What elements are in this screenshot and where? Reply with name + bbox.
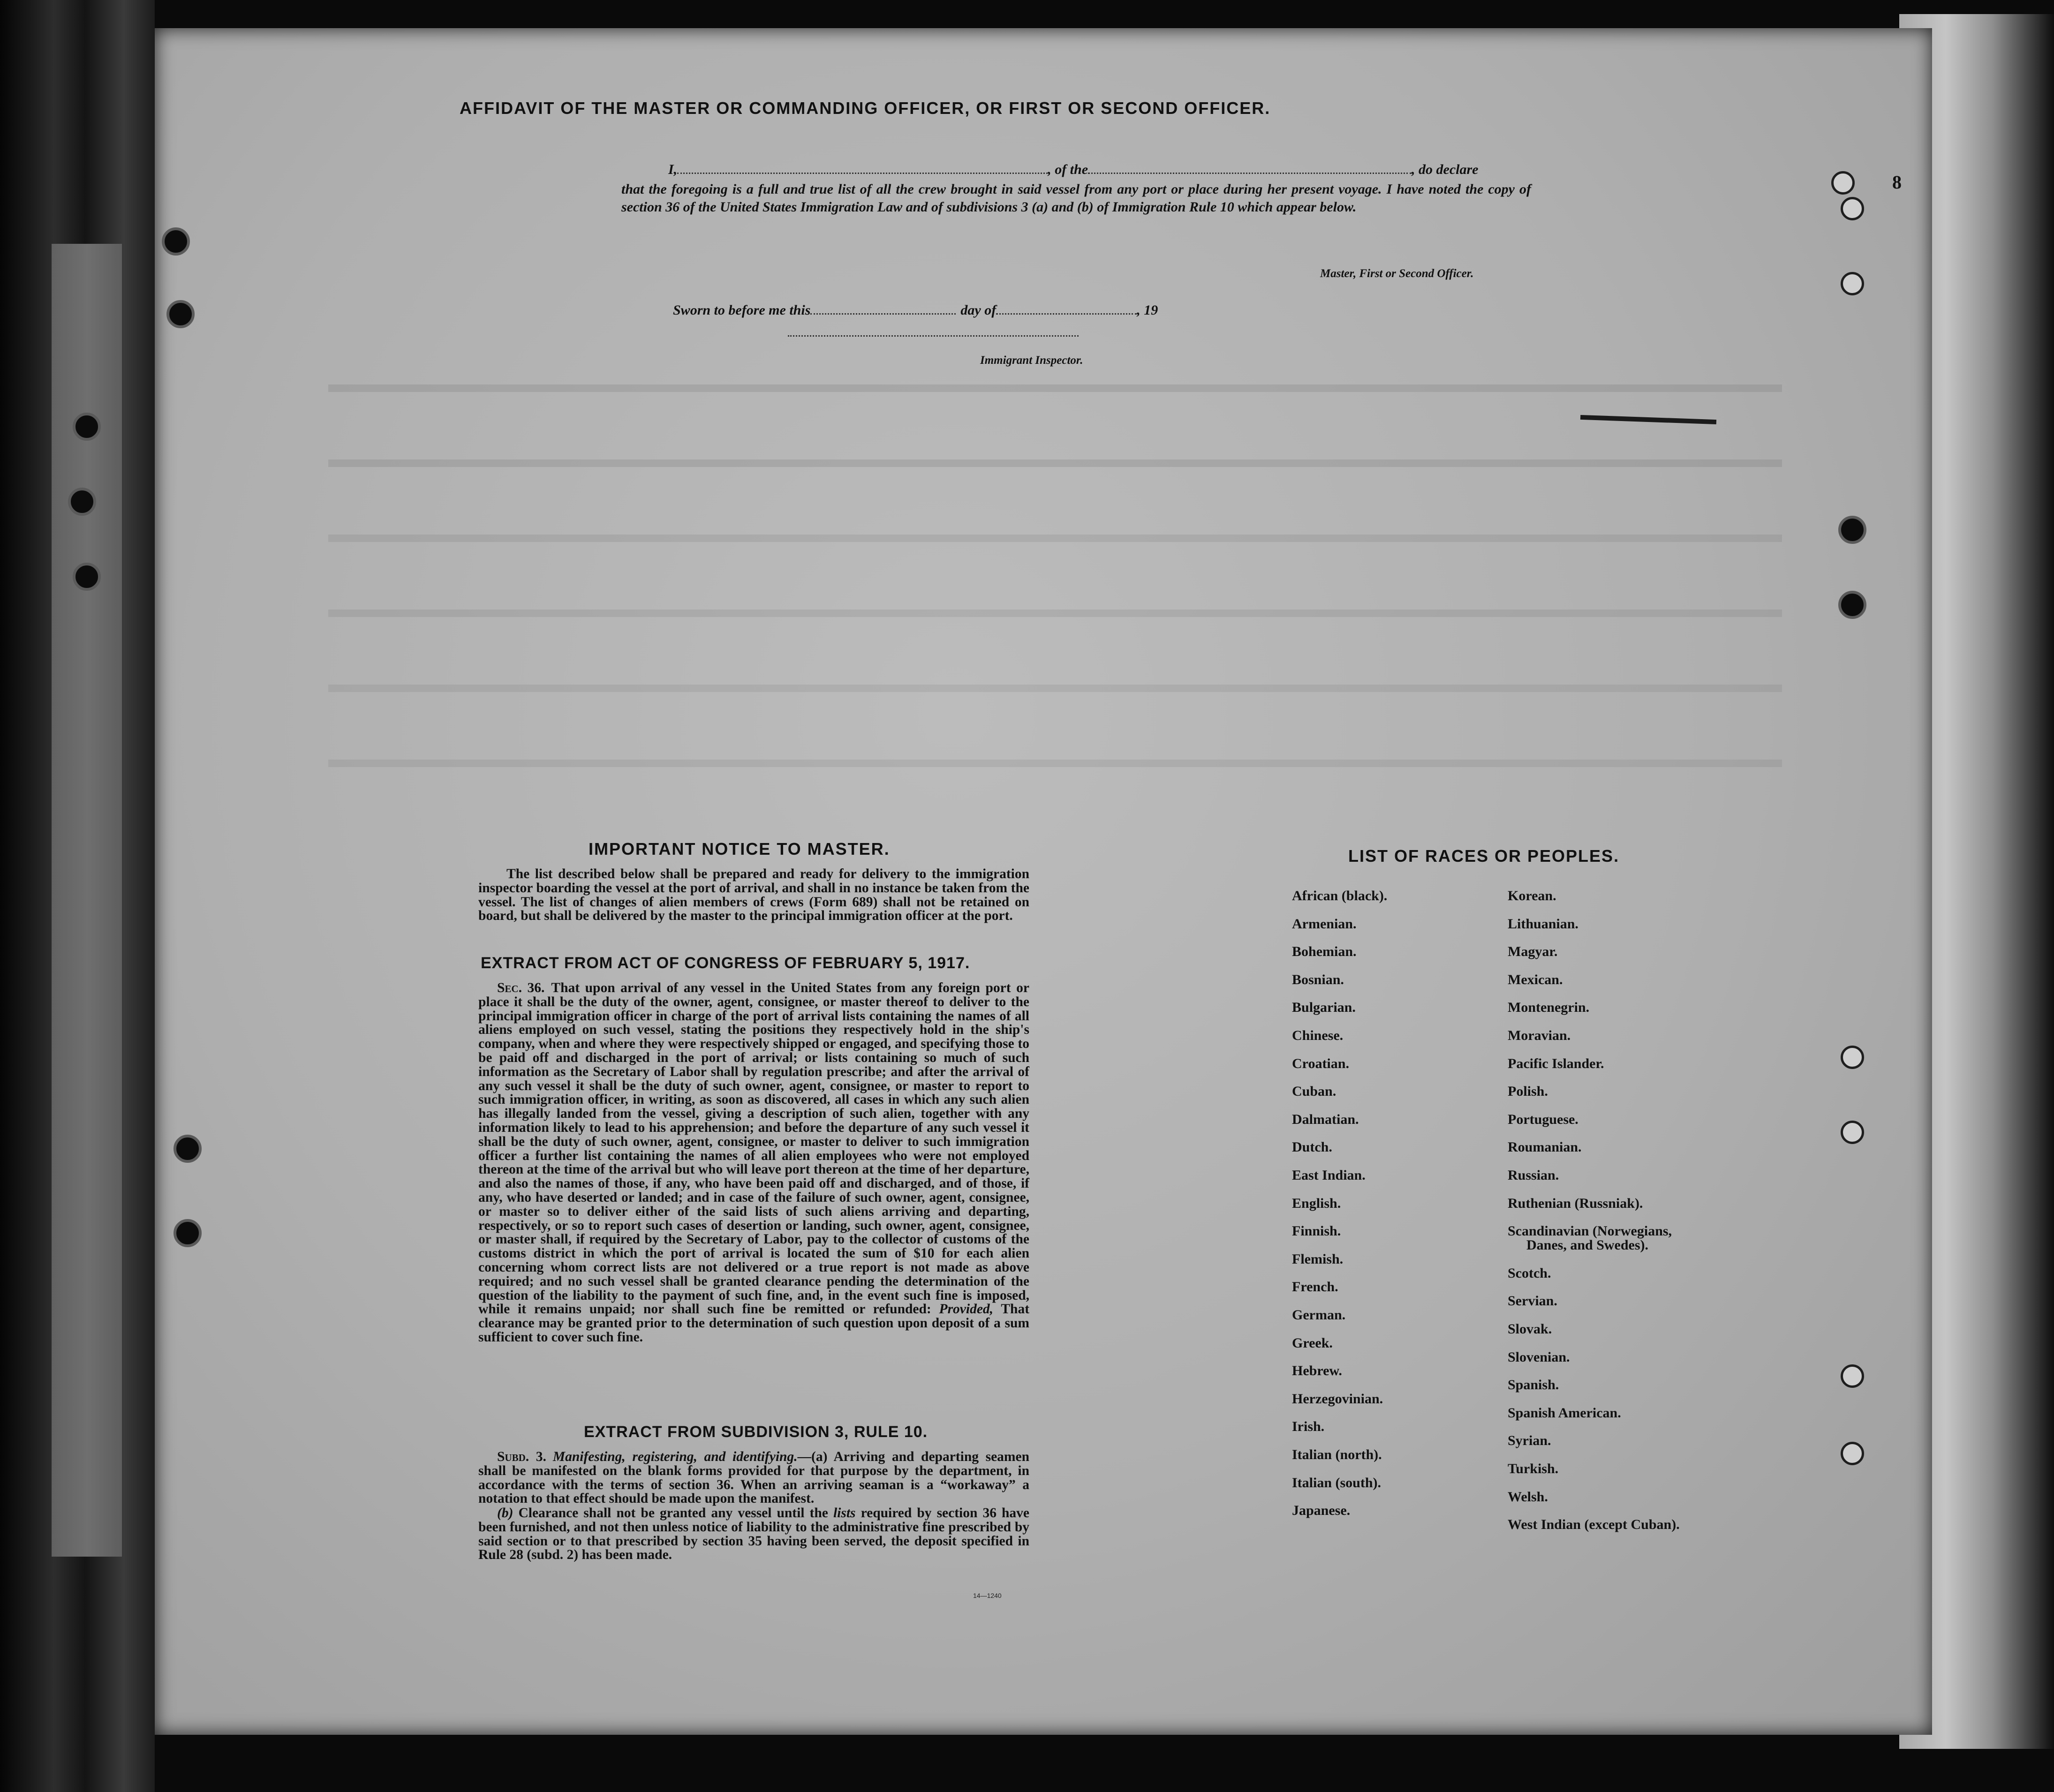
race-item: East Indian. bbox=[1292, 1167, 1366, 1183]
race-item: Korean. bbox=[1508, 888, 1556, 904]
race-item: Welsh. bbox=[1508, 1489, 1548, 1505]
left-strip bbox=[52, 244, 122, 1557]
race-item: Syrian. bbox=[1508, 1433, 1551, 1449]
affidavit-do-declare-label: , do declare bbox=[1412, 162, 1479, 177]
affidavit-body: that the foregoing is a full and true list of all the crew brought in said vessel from any port or place during her present voyage. I have noted the copy of section 36 of the United States Immigration Law and of subdivisions 3 (a) and (b) of Immigration Rule 10 which appear below. bbox=[621, 181, 1531, 215]
binder-hole bbox=[166, 300, 195, 328]
race-item: Greek. bbox=[1292, 1335, 1333, 1351]
affidavit-of-the-label: , of the bbox=[1048, 162, 1088, 177]
race-item: Moravian. bbox=[1508, 1028, 1571, 1043]
race-item: Croatian. bbox=[1292, 1055, 1349, 1071]
race-item: Finnish. bbox=[1292, 1223, 1341, 1239]
race-item: Russian. bbox=[1508, 1167, 1559, 1183]
race-item: Slovak. bbox=[1508, 1321, 1552, 1337]
binder-hole bbox=[68, 488, 96, 516]
sec-label: Sec. 36. bbox=[497, 980, 545, 995]
bleed-through-line bbox=[328, 459, 1782, 467]
race-item: English. bbox=[1292, 1195, 1341, 1211]
bleed-through-line bbox=[328, 384, 1782, 392]
race-item: Dutch. bbox=[1292, 1139, 1332, 1155]
rule-para-a bbox=[478, 1450, 1029, 1506]
binder-hole bbox=[174, 1135, 202, 1163]
race-item: Servian. bbox=[1508, 1293, 1557, 1309]
para-b-text-2: required by section 36 have been furnished, and not then unless notice of liability to the administrative fine prescribed by said section or to that prescribed by section 35 having been served, the deposit specified in Rule 28 (subd. 2) has been made. bbox=[478, 1506, 1030, 1563]
bleed-through-line bbox=[328, 685, 1782, 692]
form-code: 14—1240 bbox=[973, 1592, 1002, 1599]
year-label: , 19 bbox=[1137, 302, 1158, 318]
signature-label: Master, First or Second Officer. bbox=[1320, 267, 1474, 280]
para-a-text: —(a) Arriving and departing seamen shall be manifested on the blank forms provided for that purpose by the department, in accordance with the terms of section 36. When an arriving seaman is a “workaway” a notation to that effect should be made upon the manifest. bbox=[478, 1449, 1029, 1506]
para-b-label: (b) bbox=[497, 1506, 514, 1521]
race-item: Japanese. bbox=[1292, 1503, 1351, 1519]
race-item: Bulgarian. bbox=[1292, 1000, 1356, 1016]
binder-hole bbox=[174, 1219, 202, 1247]
name-blank bbox=[677, 173, 1048, 174]
race-item: Lithuanian. bbox=[1508, 916, 1578, 932]
subd-title: Manifesting, registering, and identifying. bbox=[552, 1449, 798, 1464]
race-item: Slovenian. bbox=[1508, 1349, 1570, 1365]
race-item: Italian (north). bbox=[1292, 1447, 1382, 1462]
race-item: Flemish. bbox=[1292, 1251, 1344, 1267]
punch-ring bbox=[1841, 197, 1864, 220]
punch-ring bbox=[1841, 1121, 1864, 1144]
race-item: Portuguese. bbox=[1508, 1111, 1578, 1127]
race-item: Bosnian. bbox=[1292, 971, 1344, 987]
race-item: Irish. bbox=[1292, 1419, 1325, 1435]
race-item: Roumanian. bbox=[1508, 1139, 1582, 1155]
punch-ring bbox=[1841, 1046, 1864, 1069]
race-item: Herzegovinian. bbox=[1292, 1391, 1383, 1407]
binder-hole bbox=[73, 563, 101, 591]
day-of-label: day of bbox=[960, 302, 997, 318]
race-item: Danes, and Swedes). bbox=[1526, 1237, 1649, 1253]
page-number: 8 bbox=[1892, 172, 1902, 193]
affidavit-i-label: I, bbox=[668, 162, 678, 177]
race-item: Dalmatian. bbox=[1292, 1111, 1359, 1127]
extract-act-title: EXTRACT FROM ACT OF CONGRESS OF FEBRUARY 5, 1917. bbox=[481, 954, 970, 972]
notice-body: The list described below shall be prepared and ready for delivery to the immigration inspector boarding the vessel at the port of arrival, and shall in no instance be taken from the vessel. The list of changes of alien members of crews (Form 689) shall not be retained on board, but shall be delivered by the master to the principal immigration officer at the port. bbox=[478, 866, 1029, 924]
race-item: Montenegrin. bbox=[1508, 1000, 1590, 1016]
notice-title: IMPORTANT NOTICE TO MASTER. bbox=[589, 839, 890, 858]
affidavit-title: AFFIDAVIT OF THE MASTER OR COMMANDING OFFICER, OR FIRST OR SECOND OFFICER. bbox=[460, 98, 1271, 118]
race-item: Polish. bbox=[1508, 1084, 1548, 1099]
race-item: Ruthenian (Russniak). bbox=[1508, 1195, 1643, 1211]
extract-rule-title: EXTRACT FROM SUBDIVISION 3, RULE 10. bbox=[584, 1423, 928, 1441]
race-item: Cuban. bbox=[1292, 1084, 1337, 1099]
punch-ring bbox=[1841, 1442, 1864, 1465]
punch-ring bbox=[1841, 1364, 1864, 1388]
punch-ring bbox=[1841, 272, 1864, 295]
vessel-blank bbox=[1088, 173, 1412, 174]
race-item: German. bbox=[1292, 1307, 1346, 1323]
inspector-label: Immigrant Inspector. bbox=[980, 354, 1083, 367]
sworn-line bbox=[673, 302, 1158, 318]
race-item: African (black). bbox=[1292, 888, 1388, 904]
affidavit-line1 bbox=[668, 162, 1478, 178]
race-item: Turkish. bbox=[1508, 1461, 1559, 1476]
binder-hole bbox=[73, 413, 101, 441]
race-item: West Indian (except Cuban). bbox=[1508, 1517, 1680, 1533]
sworn-label: Sworn to before me this bbox=[673, 302, 811, 318]
punch-ring bbox=[1831, 171, 1855, 195]
races-title: LIST OF RACES OR PEOPLES. bbox=[1348, 846, 1620, 866]
race-item: French. bbox=[1292, 1279, 1338, 1295]
para-b-lists: lists bbox=[833, 1506, 856, 1521]
provided-word: Provided, bbox=[939, 1302, 994, 1317]
race-item: Pacific Islander. bbox=[1508, 1055, 1604, 1071]
race-item: Bohemian. bbox=[1292, 944, 1357, 960]
extract-act-body bbox=[478, 981, 1029, 1345]
bleed-through-line bbox=[328, 535, 1782, 542]
race-item: Chinese. bbox=[1292, 1028, 1344, 1043]
race-item: Spanish American. bbox=[1508, 1405, 1621, 1421]
inspector-signature-blank bbox=[788, 335, 1079, 337]
month-blank bbox=[996, 313, 1137, 315]
sworn-day-blank bbox=[810, 313, 956, 315]
race-item: Magyar. bbox=[1508, 944, 1558, 960]
race-item: Spanish. bbox=[1508, 1377, 1559, 1393]
race-item: Armenian. bbox=[1292, 916, 1357, 932]
sec36-text: That upon arrival of any vessel in the United States from any foreign port or place it shall be the duty of the owner, agent, consignee, or master thereof to deliver to the principal immigration officer in charge of the port of arrival lists containing the names of all aliens employed on such vessel, stating the positions they respectively hold in the ship's company, when and where they were respectively shipped or engaged, and specifying those to be paid off and discharged in the port of arrival; or lists containing so much of such information as the Secretary of Labor shall by regulation prescribe; and after the arrival of any such vessel it shall be the duty of such owner, agent, consignee, or master to report to such immigration officer, in writing, as soon as discovered, all cases in which any such alien has illegally landed from the vessel, giving a description of such alien, together with any information likely to lead to his apprehension; and before the departure of any such vessel it shall be the duty of such owner, agent, consignee, or master to deliver to such immigration officer a further list containing the names of all alien employees who were not employed thereon at the time of the arrival but who will leave port thereon at the time of her departure, and also the names of those, if any, who have been paid off and discharged, and of those, if any, who have deserted or landed; and in case of the failure of such owner, agent, consignee, or master so to deliver either of the said lists of such aliens arriving and departing, respectively, or so to report such cases of desertion or landing, such owner, agent, consignee, or master shall, if required by the Secretary of Labor, pay to the collector of customs of the customs district in which the port of arrival is located the sum of $10 for each alien concerning whom correct lists are not delivered or a true report is not made as above required; and no such vessel shall be granted clearance pending the determination of the question of the liability to the payment of such fine, and, in the event such fine is imposed, while it remains unpaid; nor shall such fine be remitted or refunded: bbox=[478, 980, 1029, 1317]
race-item: Italian (south). bbox=[1292, 1475, 1382, 1491]
race-item: Scotch. bbox=[1508, 1265, 1551, 1281]
document-sheet bbox=[155, 28, 1932, 1735]
rule-para-b bbox=[478, 1506, 1029, 1562]
bleed-through-line bbox=[328, 610, 1782, 617]
race-item: Mexican. bbox=[1508, 971, 1563, 987]
race-item: Scandinavian (Norwegians, bbox=[1508, 1223, 1672, 1239]
race-item: Hebrew. bbox=[1292, 1363, 1342, 1379]
para-b-text-1: Clearance shall not be granted any vessel until the bbox=[518, 1506, 828, 1521]
binder-hole bbox=[162, 227, 190, 256]
binder-hole bbox=[1838, 516, 1866, 544]
sec36-text-end: That clearance may be granted prior to the determination of such question upon deposit of a sum sufficient to cover such fine. bbox=[478, 1302, 1030, 1345]
bleed-through-line bbox=[328, 760, 1782, 767]
binder-hole bbox=[1838, 591, 1866, 619]
subd-label: Subd. 3. bbox=[497, 1449, 546, 1464]
